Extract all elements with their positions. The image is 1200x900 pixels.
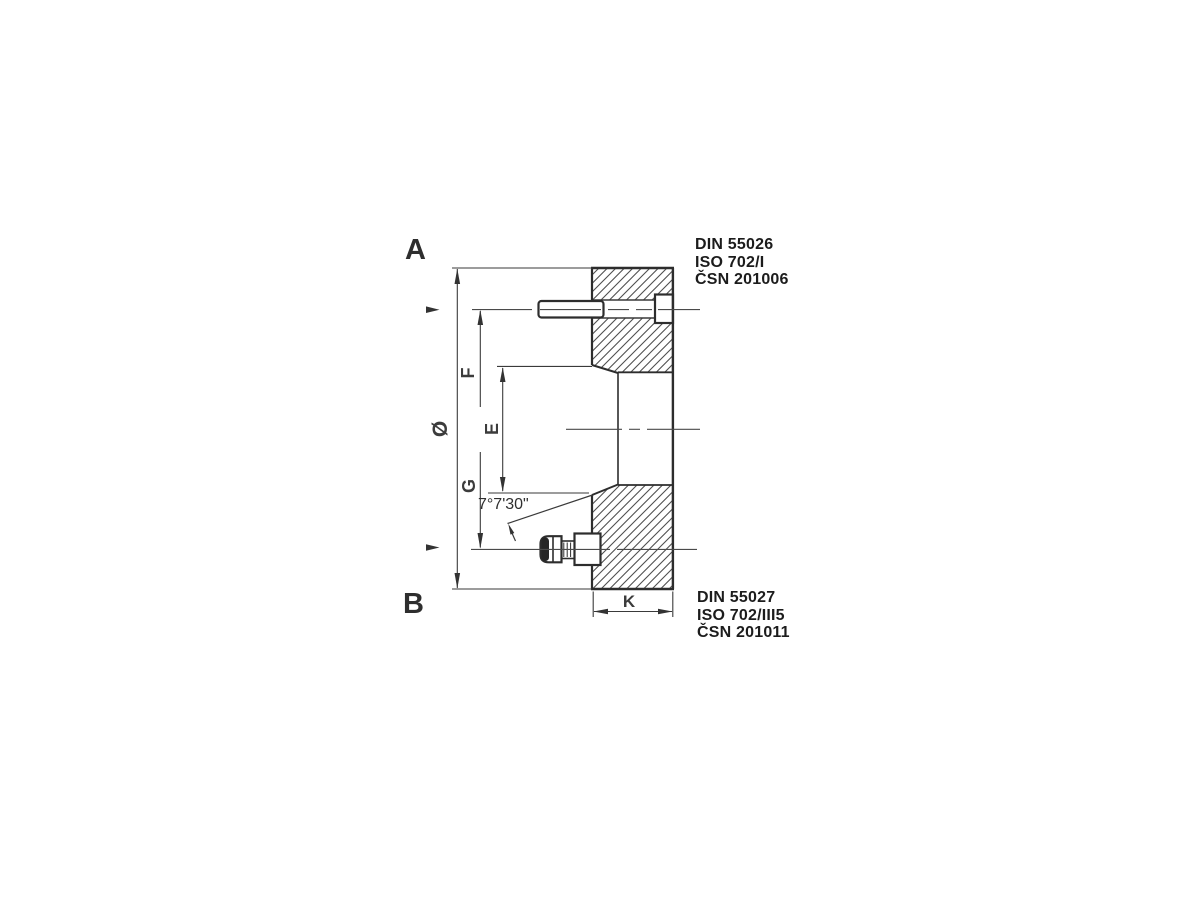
dim-outer-diameter-label: Ø xyxy=(429,420,452,438)
standard-iso-bottom: ISO 702/III5 xyxy=(697,606,785,624)
bolt-axis-marker-top xyxy=(426,306,440,313)
standard-din-top: DIN 55026 xyxy=(695,236,774,253)
taper-angle-label: 7°7'30" xyxy=(478,496,529,513)
standard-csn-bottom: ČSN 201011 xyxy=(697,624,790,641)
standard-din-bottom: DIN 55027 xyxy=(697,589,776,606)
dim-e-label: E xyxy=(481,423,502,436)
dim-k-label: K xyxy=(622,592,636,611)
bolt-axis-marker-bottom xyxy=(426,544,440,551)
standard-csn-top: ČSN 201006 xyxy=(695,271,789,288)
standards-block-bottom xyxy=(697,589,790,642)
view-b-label: B xyxy=(403,588,424,620)
dim-f-label: F xyxy=(457,367,478,379)
dim-g-label: G xyxy=(458,479,479,494)
standard-iso-top: ISO 702/I xyxy=(695,253,765,271)
standards-block-top xyxy=(695,236,789,289)
view-a-label: A xyxy=(405,234,426,266)
